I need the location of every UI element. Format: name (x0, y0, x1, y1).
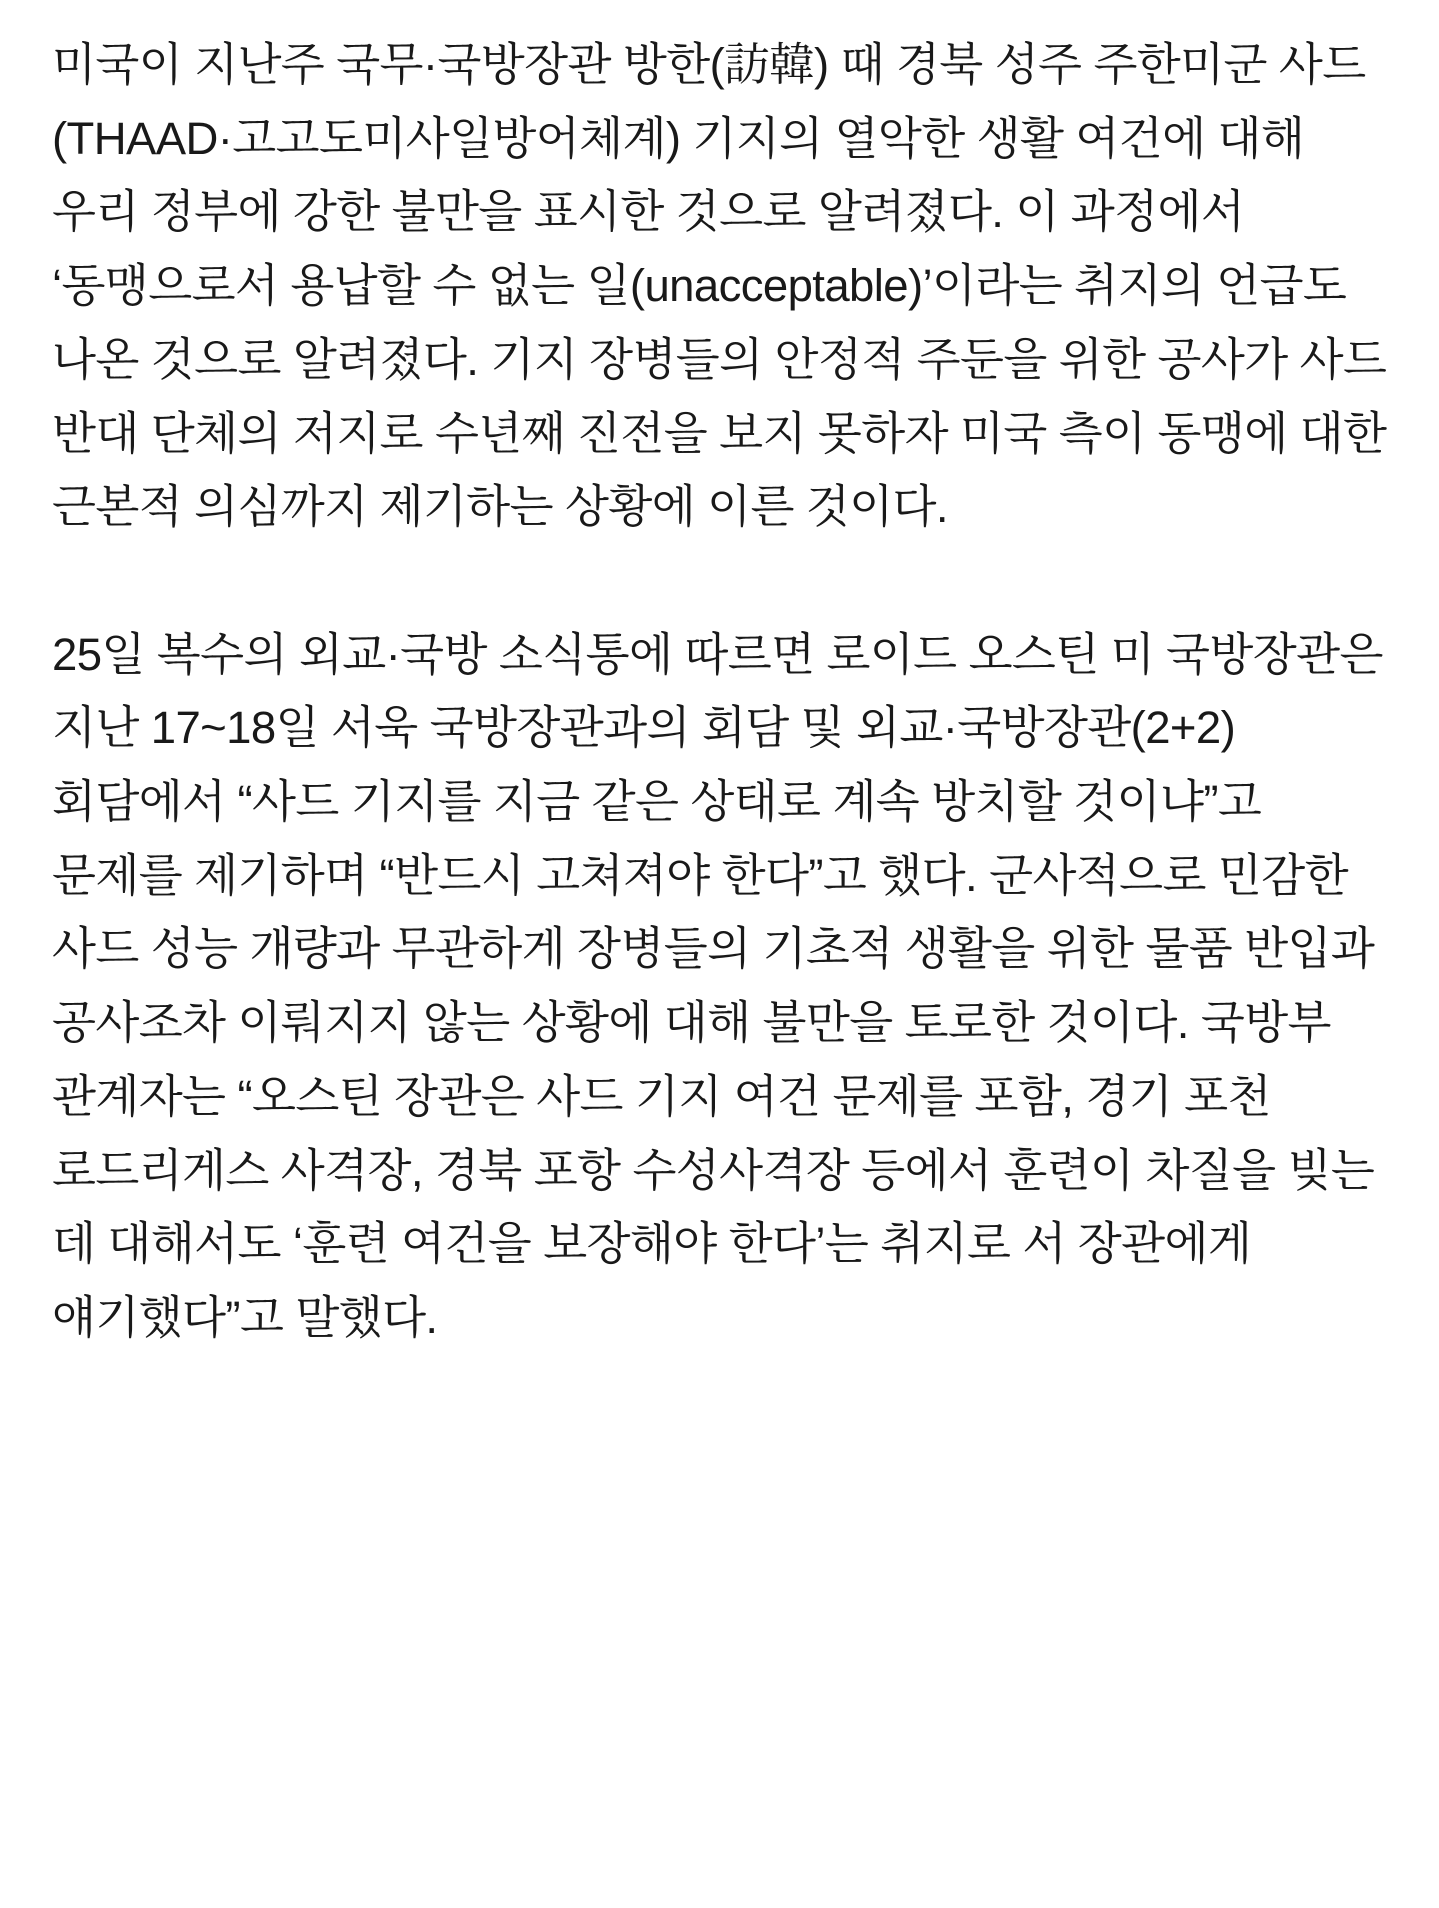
article-paragraph-2: 25일 복수의 외교·국방 소식통에 따르면 로이드 오스틴 미 국방장관은 지난 17~18일 서욱 국방장관과의 회담 및 외교·국방장관(2+2) 회담에서 “사드 기지를 지금 같은 상태로 계속 방치할 것이냐”고 문제를 제기하며 “반드시 고쳐져야 한다”고 했다. 군사적으로 민감한 사드 성능 개량과 무관하게 장병들의 기초적 생활을 위한 물품 반입과 공사조차 이뤄지지 않는 상황에 대해 불만을 토로한 것이다. 국방부 관계자는 “오스틴 장관은 사드 기지 여건 문제를 포함, 경기 포천 로드리게스 사격장, 경북 포항 수성사격장 등에서 훈련이 차질을 빚는 데 대해서도 ‘훈련 여건을 보장해야 한다’는 취지로 서 장관에게 얘기했다”고 말했다. (52, 628, 1383, 1343)
article-paragraph-1: 미국이 지난주 국무·국방장관 방한(訪韓) 때 경북 성주 주한미군 사드(THAAD·고고도미사일방어체계) 기지의 열악한 생활 여건에 대해 우리 정부에 강한 불만을 표시한 것으로 알려졌다. 이 과정에서 ‘동맹으로서 용납할 수 없는 일(unacceptable)’이라는 취지의 언급도 나온 것으로 알려졌다. 기지 장병들의 안정적 주둔을 위한 공사가 사드 반대 단체의 저지로 수년째 진전을 보지 못하자 미국 측이 동맹에 대한 근본적 의심까지 제기하는 상황에 이른 것이다. (52, 39, 1387, 533)
